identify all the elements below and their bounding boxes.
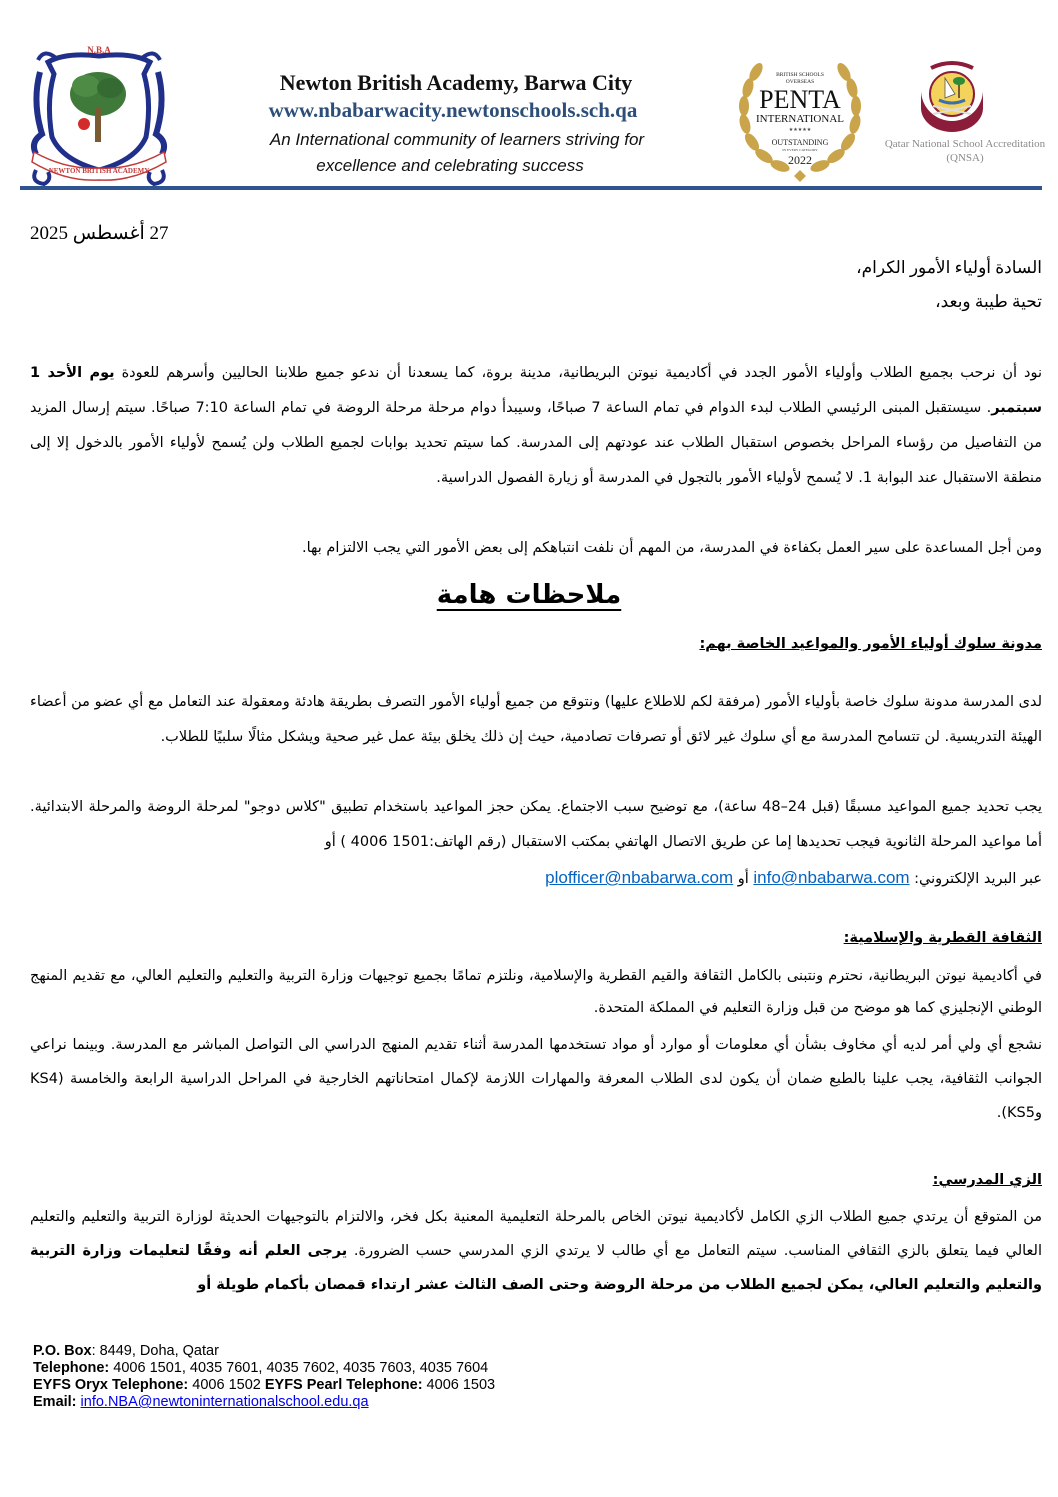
intro-text-1: نود أن نرحب بجميع الطلاب وأولياء الأمور الجدد في أكاديمية نيوتن البريطانية، مدينة بروة، كما يسعدنا أن ندعو جميع طلابنا الحاليين وأسرهم للعودة <box>114 365 1043 381</box>
crest-ribbon-text: NEWTON BRITISH ACADEMY <box>48 167 150 175</box>
school-website-link[interactable]: www.nbabarwacity.newtonschools.sch.qa <box>268 98 638 122</box>
oryx-telephone-value: 4006 1502 <box>188 1377 265 1393</box>
or-text: أو <box>733 871 754 887</box>
plofficer-email-link[interactable]: plofficer@nbabarwa.com <box>545 868 734 887</box>
email-label: Email: <box>33 1394 77 1410</box>
section-uniform-p1 <box>30 1200 1042 1302</box>
tagline-line-2: excellence and celebrating success <box>316 156 584 175</box>
footer-eyfs-telephones <box>33 1377 495 1394</box>
return-date-highlight: يوم الأحد 1 سبتمبر <box>30 365 1042 416</box>
footer-telephone <box>33 1360 488 1377</box>
footer-email <box>33 1394 369 1411</box>
oryx-telephone-label: EYFS Oryx Telephone: <box>33 1377 189 1393</box>
penta-brand: PENTA <box>759 85 841 114</box>
penta-award-logo <box>734 52 866 182</box>
intro-text-2: . سيستقبل المبنى الرئيسي الطلاب لبدء الدوام في تمام الساعة 7 صباحًا، وسيبدأ دوام مرحلة مرحلة الروضة في تمام الساعة 7:10 صباحًا. سيتم إرسال المزيد من التفاصيل من رؤساء المراحل بخصوص استقبال الطلاب عند عودتهم إلى المدرسة. كما سيتم تحديد بوابات لجميع الطلاب ولن يُسمح لأولياء الأمور بالدخول إلا إلى منطقة الاستقبال عند البوابة 1. لا يُسمح لأولياء الأمور بالتجول في المدرسة أو زيارة الفصول الدراسية. <box>30 400 1042 486</box>
crest-top-text: N.B.A <box>87 45 111 55</box>
penta-line-2: OVERSEAS <box>785 79 815 85</box>
email-line <box>30 860 1042 897</box>
section-heading-uniform: الزي المدرسي: <box>932 1172 1042 1188</box>
header-divider <box>20 186 1042 190</box>
section-culture-p2: نشجع أي ولي أمر لديه أي مخاوف بشأن أي معلومات أو موارد أو مواد تستخدمها المدرسة أثناء تقديم المنهج الدراسي الى التواصل المباشر مع المدرسة. وبينما نراعي الجوانب الثقافية، يجب علينا بالطبع ضمان أن يكون لدى الطلاب المعرفة والمهارات اللازمة لإكمال امتحاناتهم الخارجية في المراحل الدراسية الرابعة والخامسة (KS4 وKS5). <box>30 1037 1042 1121</box>
uniform-ministry-note: يرجى العلم أنه وفقًا لتعليمات وزارة التربية والتعليم والتعليم العالي، يمكن لجميع الطلاب من مرحلة الروضة وحتى الصف الثالث عشر ارتداء قمصان بأكمام طويلة أو <box>30 1243 1042 1293</box>
school-name: Newton British Academy, Barwa City <box>279 70 633 95</box>
section-parent-conduct-p2 <box>30 790 1042 860</box>
penta-brand-2: INTERNATIONAL <box>756 113 844 125</box>
footer-po-box <box>33 1343 219 1360</box>
uniform-text: من المتوقع أن يرتدي جميع الطلاب الزي الكامل لأكاديمية نيوتن الخاص بالمرحلة التعليمية المعنية بكل فخر، والالتزام بالتوجيهات الحديثة لوزارة التربية والتعليم والتعليم العالي فيما يتعلق بالزي الثقافي المناسب. سيتم التعامل مع أي طالب لا يرتدي الزي المدرسي حسب الضرورة. <box>30 1209 1042 1259</box>
footer-email-link[interactable]: info.NBA@newtoninternationalschool.edu.qa <box>80 1394 369 1410</box>
po-box-label: P.O. Box <box>33 1343 92 1359</box>
telephone-label: Telephone: <box>33 1360 110 1376</box>
penta-year: 2022 <box>788 153 812 167</box>
section-culture-p1: في أكاديمية نيوتن البريطانية، نحترم ونتبنى بالكامل الثقافة والقيم القطرية والإسلامية، ونلتزم تمامًا بجميع توجيهات وزارة التربية والتعليم والتعليم العالي، مع تقديم المنهج الوطني الإنجليزي كما هو موضح من قبل وزارة التعليم في المملكة المتحدة. <box>30 968 1042 1016</box>
intro-note: ومن أجل المساعدة على سير العمل بكفاءة في المدرسة، من المهم أن نلفت انتباهكم إلى بعض الأمور التي يجب الالتزام بها. <box>301 540 1042 556</box>
section-heading-culture: الثقافة القطرية والإسلامية: <box>843 930 1042 946</box>
important-notes-title-text: ملاحظات هامة <box>436 580 622 610</box>
appointments-text: يجب تحديد جميع المواعيد مسبقًا (قبل 24–48 ساعة)، مع توضيح سبب الاجتماع. يمكن حجز المواعيد باستخدام تطبيق "كلاس دوجو" لمرحلة الروضة والمرحلة الابتدائية. أما مواعيد المرحلة الثانوية فيجب تحديدها إما عن طريق الاتصال الهاتفي بمكتب الاستقبال (رقم الهاتف:1501 4006 ) أو <box>30 799 1042 850</box>
salutation: السادة أولياء الأمور الكرام، <box>856 258 1042 277</box>
nba-crest-logo <box>26 42 172 190</box>
penta-award-sub: IN EVERY CATEGORY <box>782 148 818 152</box>
important-notes-title <box>0 580 1058 610</box>
section-parent-conduct-p1: لدى المدرسة مدونة سلوك خاصة بأولياء الأمور (مرفقة لكم للاطلاع عليها) ونتوقع من جميع أولياء الأمور التصرف بطريقة هادئة ومعقولة عند التعامل مع أي عضو من أعضاء الهيئة التدريسية. لن تتسامح المدرسة مع أي سلوك غير لائق أو تصرفات تصادمية، حيث إن ذلك يخلق بيئة عمل غير صحية ويشكل مثالًا سلبيًا للطلاب. <box>30 694 1042 745</box>
penta-award: OUTSTANDING <box>771 138 829 147</box>
penta-stars: ★★★★★ <box>788 127 812 133</box>
greeting: تحية طيبة وبعد، <box>935 292 1042 311</box>
qnsa-abbreviation: (QNSA) <box>946 152 984 164</box>
tagline-line-1: An International community of learners striving for <box>269 130 645 149</box>
po-box-value: : 8449, Doha, Qatar <box>91 1343 219 1359</box>
info-email-link[interactable]: info@nbabarwa.com <box>753 868 910 887</box>
letter-date: 27 أغسطس 2025 <box>30 223 169 244</box>
telephone-value: 4006 1501, 4035 7601, 4035 7602, 4035 7603, 4035 7604 <box>109 1360 489 1376</box>
penta-line-1: BRITISH SCHOOLS <box>776 72 824 78</box>
section-heading-parent-conduct: مدونة سلوك أولياء الأمور والمواعيد الخاصة بهم: <box>699 636 1042 652</box>
intro-paragraph <box>30 356 1042 496</box>
pearl-telephone-value: 4006 1503 <box>422 1377 496 1393</box>
pearl-telephone-label: EYFS Pearl Telephone: <box>264 1377 423 1393</box>
email-prefix: عبر البريد الإلكتروني: <box>909 871 1042 887</box>
qatar-ministry-emblem <box>915 60 989 132</box>
qnsa-name: Qatar National School Accreditation <box>884 138 1046 150</box>
